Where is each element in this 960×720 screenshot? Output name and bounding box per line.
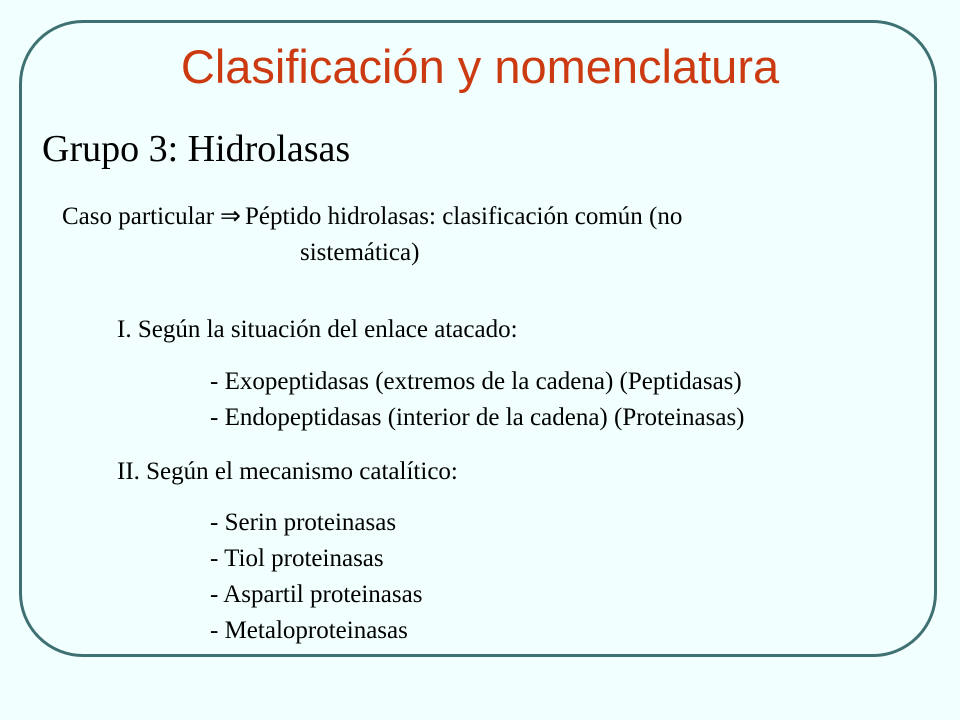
case-continuation: sistemática) xyxy=(300,239,420,266)
slide-title: Clasificación y nomenclatura xyxy=(180,40,780,93)
list-item-exopeptidasas: - Exopeptidasas (extremos de la cadena) (Peptidasas) xyxy=(210,368,742,395)
list-item-aspartil: - Aspartil proteinasas xyxy=(210,581,423,608)
list-item-metalo: - Metaloproteinasas xyxy=(210,617,408,644)
case-prefix: Caso particular xyxy=(62,203,215,230)
case-line xyxy=(62,201,682,233)
case-text: Péptido hidrolasas: clasificación común (no xyxy=(244,203,683,230)
implies-arrow-icon: ⇒ xyxy=(220,203,241,230)
section-heading-mechanism: II. Según el mecanismo catalítico: xyxy=(117,458,458,485)
section-heading-location: I. Según la situación del enlace atacado: xyxy=(117,316,518,343)
list-item-serin: - Serin proteinasas xyxy=(210,509,397,536)
list-item-tiol: - Tiol proteinasas xyxy=(210,545,384,572)
list-item-endopeptidasas: - Endopeptidasas (interior de la cadena) (Proteinasas) xyxy=(210,404,745,431)
slide-subtitle: Grupo 3: Hidrolasas xyxy=(42,128,351,170)
